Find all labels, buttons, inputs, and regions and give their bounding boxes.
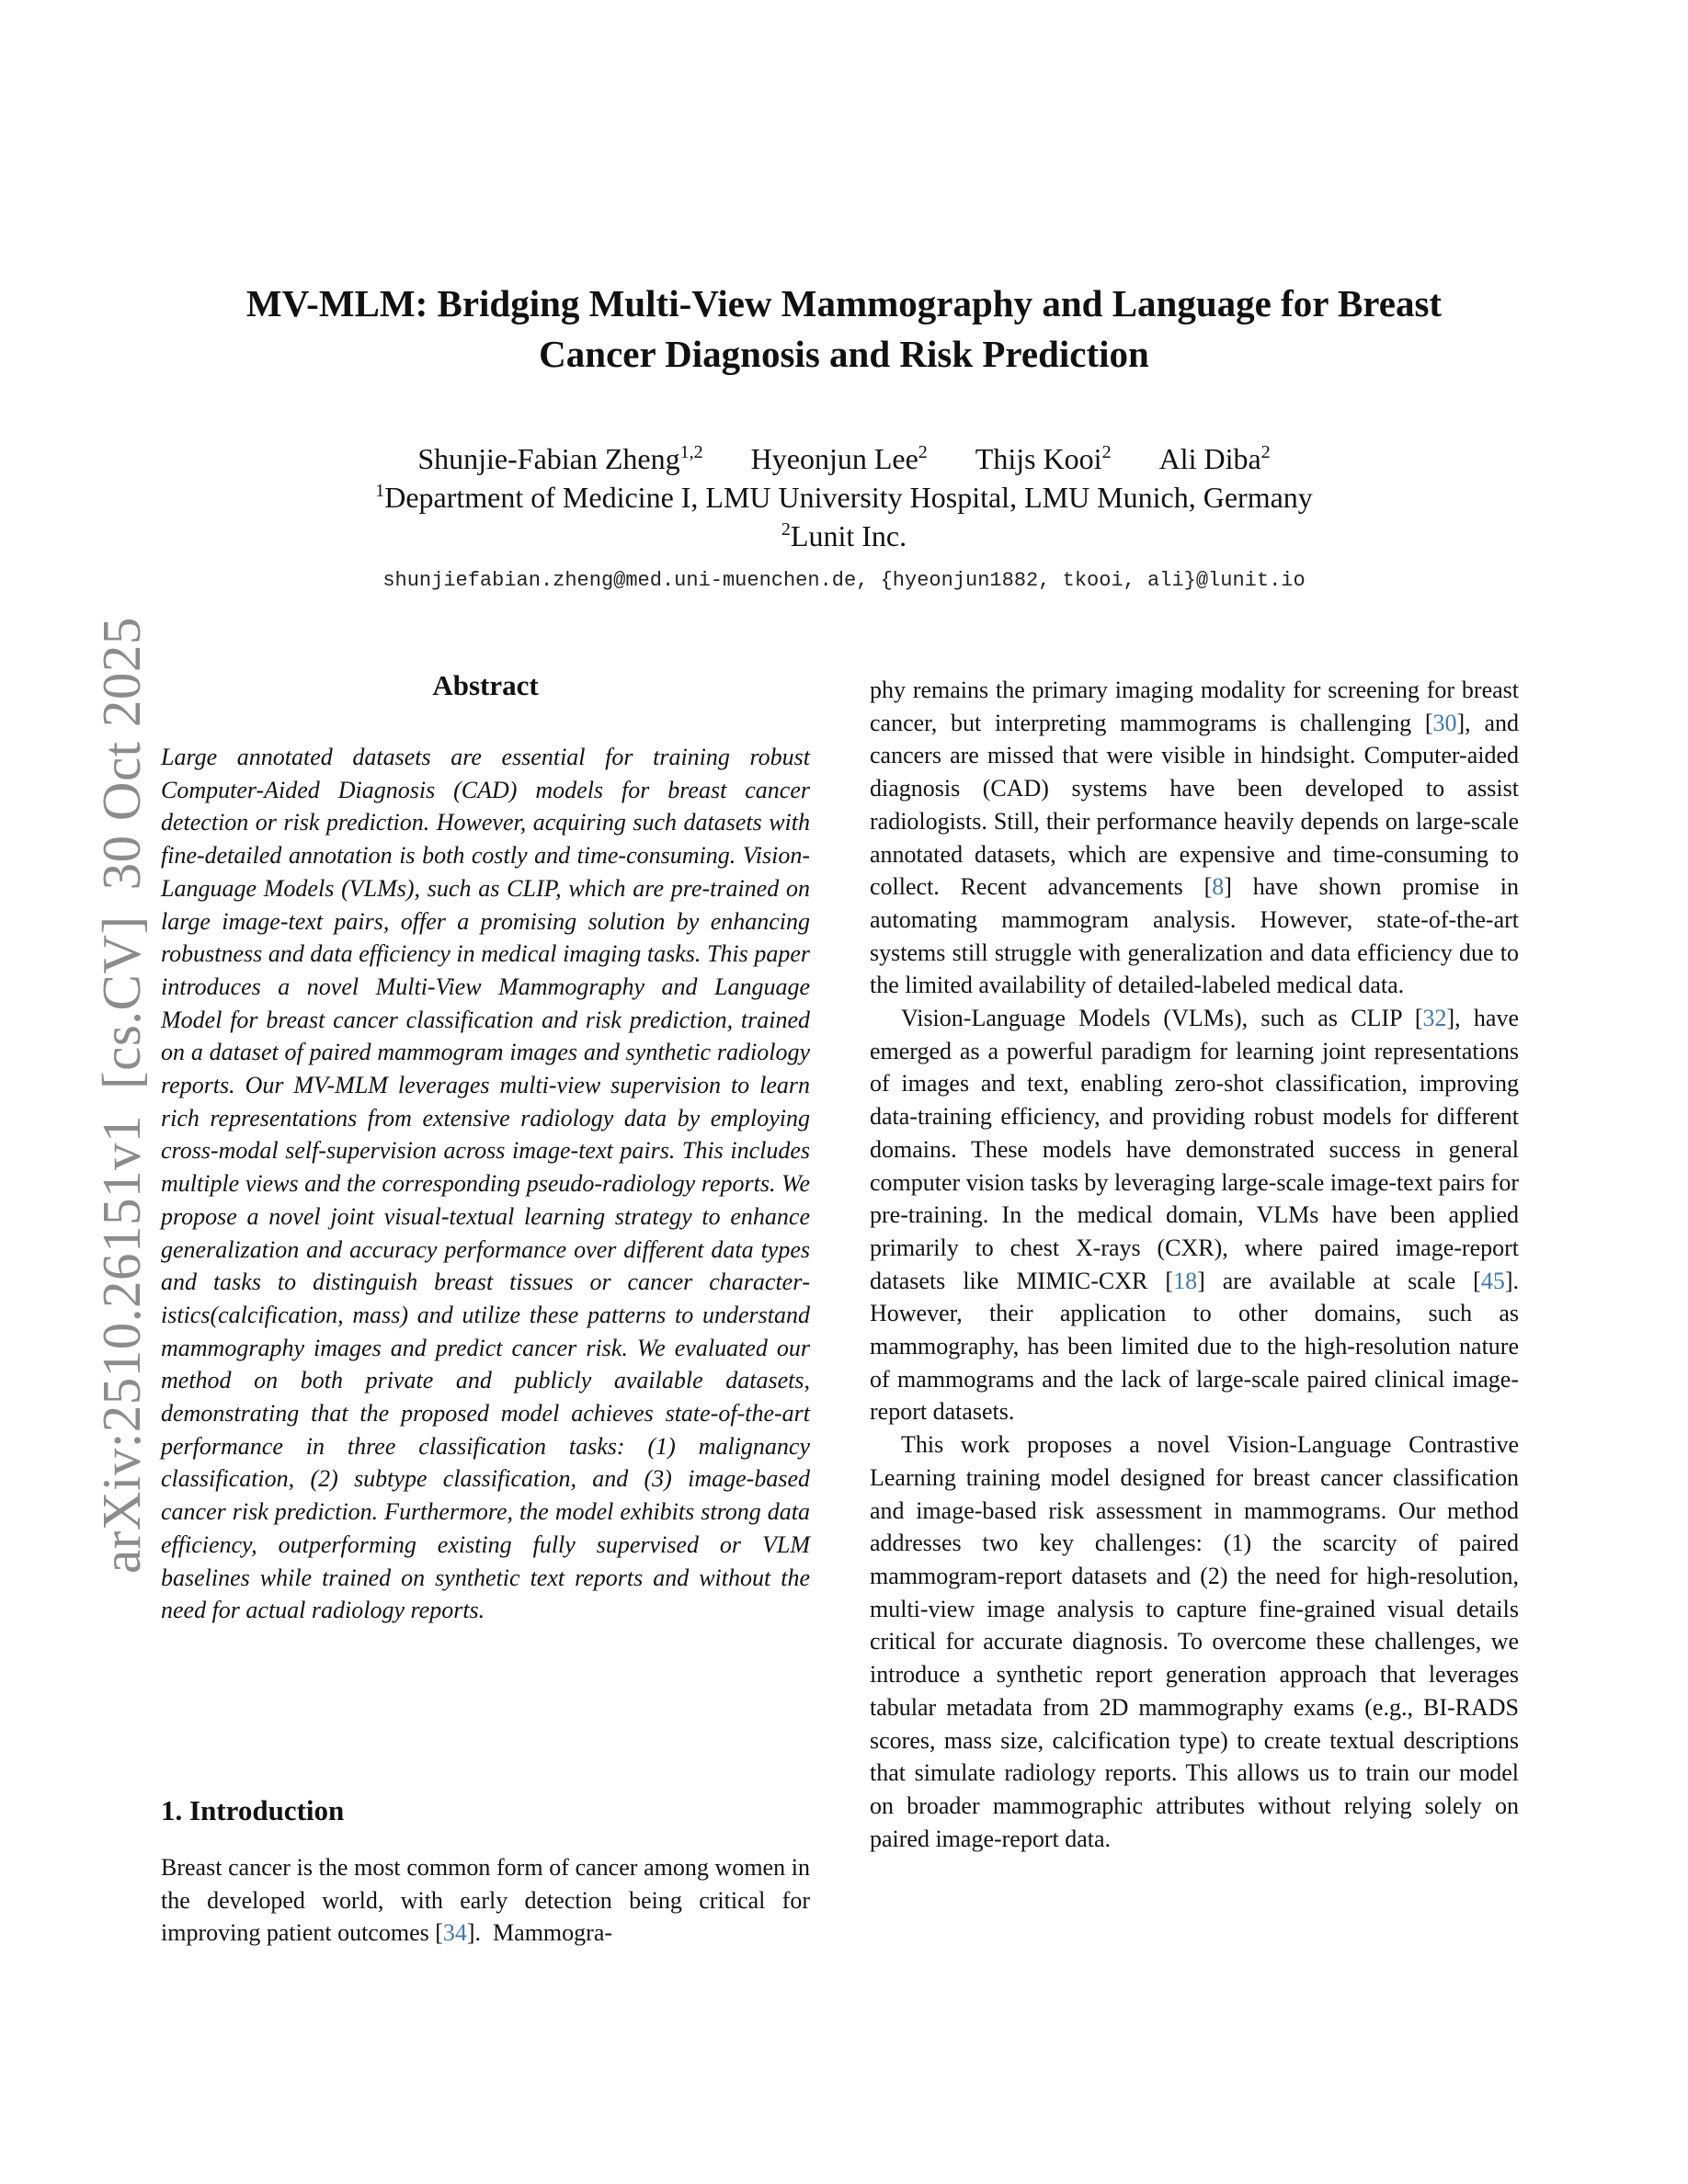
citation-link[interactable]: 8 bbox=[1212, 873, 1225, 901]
affiliation: $^1$Department of Medicine I, LMU University Hospital, LMU Munich, Germany bbox=[375, 481, 1313, 514]
abstract-body bbox=[161, 741, 810, 1627]
title-line-1: MV-MLM: Bridging Multi-View Mammography and Language for Breast bbox=[245, 282, 1443, 324]
intro-paragraph-3: This work proposes a novel Vision-Language Contrastive Learning training model designed for breast cancer classification and image-based risk assessment in mammograms. Our method addresses two key challenges: (1) the scarcity of paired mammogram-report datasets and (2) the need for high-resolution, multi-view image analysis to capture fine-grained visual details critical for accurate diagnosis. To overcome these challenges, we introduce a synthetic report generation approach that leverages tabular metadata from 2D mammography exams (e.g., BI-RADS scores, mass size, calcification type) to create textual descriptions that simulate radiology reports. This allows us to train our model on broader mammographic attributes without relying solely on paired image-report data. bbox=[870, 1431, 1519, 1852]
author: Shunjie-Fabian Zheng$^{1,2}$ bbox=[417, 442, 703, 475]
introduction-body-left bbox=[161, 1851, 810, 1950]
abstract-text: Large annotated datasets are essential for training robust Computer-Aided Diagnosis (CAD) models for breast cancer detection or risk prediction. However, acquiring such datasets with fine-detailed annotation is both costly and time-consuming. Vision-Language Models (VLMs), such as CLIP, which are pre-trained on large image-text pairs, offer a promising solution by enhancing robustness and data efficiency in medical imaging tasks. This paper introduces a novel Multi-View Mammography and Language Model for breast cancer classification and risk prediction, trained on a dataset of paired mammogram images and synthetic radiology reports. Our MV-MLM leverages multi-view supervision to learn rich representations from extensive radiology data by employing cross-modal self-supervision across image-text pairs. This includes multiple views and the corresponding pseudo-radiology reports. We propose a novel joint visual-textual learning strategy to enhance generalization and accuracy performance over different data types and tasks to distinguish breast tissues or cancer characteristics(calcification, mass) and utilize these patterns to understand mammography images and predict cancer risk. We evaluated our method on both private and publicly available datasets, demonstrating that the proposed model achieves state-of-the-art performance in three classification tasks: (1) malignancy classification, (2) subtype classification, and (3) image-based cancer risk prediction. Furthermore, the model exhibits strong data efficiency, outperforming existing fully supervised or VLM baselines while trained on synthetic text reports and without the need for actual radiology reports. bbox=[161, 744, 810, 1624]
citation-link[interactable]: 32 bbox=[1422, 1005, 1447, 1032]
arxiv-date: 30 Oct 2025 bbox=[91, 617, 152, 891]
intro-continuation-marker: ]. Mammogra- bbox=[466, 1919, 613, 1947]
arxiv-identifier-stamp bbox=[90, 617, 154, 1574]
arxiv-category: [cs.CV] bbox=[91, 916, 152, 1090]
arxiv-id: arXiv:2510.26151v1 bbox=[91, 1115, 152, 1574]
paper-title bbox=[184, 279, 1504, 380]
citation-link[interactable]: 34 bbox=[442, 1919, 467, 1947]
intro-paragraph-1-start: Breast cancer is the most common form of cancer among women in the developed world, with early detection being critical for improving patient outcomes [34]. Mammogra- bbox=[161, 1854, 810, 1947]
section-heading-introduction: 1. Introduction bbox=[161, 1794, 345, 1826]
author-list bbox=[184, 439, 1504, 478]
intro-paragraph-1-cont: phy remains the primary imaging modality for screening for breast cancer, but interpreting mammograms is challenging [30], and cancers are missed that were visible in hindsight. Computer-aided diagnosis (CAD) systems have been developed to assist radiologists. Still, their performance heavily depends on large-scale annotated datasets, which are expensive and time-consuming to collect. Recent advancements [8] have shown promise in automating mammogram analysis. However, state-of-the-art systems still struggle with generalization and data efficiency due to the limited availability of detailed-labeled medical data. bbox=[870, 677, 1519, 999]
author: Thijs Kooi$^2$ bbox=[975, 442, 1112, 475]
intro-paragraph-2: Vision-Language Models (VLMs), such as CLIP [32], have emerged as a powerful paradigm for learning joint representations of images and text, enabling zero-shot classification, improving data-training efficiency, and providing robust models for different domains. These models have demonstrated success in general computer vision tasks by leveraging large-scale image-text pairs for pre-training. In the medical domain, VLMs have been applied primarily to chest X-rays (CXR), where paired image-report datasets like MIMIC-CXR [18] are available at scale [45]. However, their application to other domains, such as mammography, has been limited due to the high-resolution nature of mammograms and the lack of large-scale paired clinical image-report datasets. bbox=[870, 1005, 1519, 1426]
introduction-body-right bbox=[870, 674, 1519, 1855]
citation-link[interactable]: 45 bbox=[1480, 1267, 1505, 1294]
author: Ali Diba$^2$ bbox=[1158, 442, 1271, 475]
citation-link[interactable]: 18 bbox=[1173, 1267, 1198, 1294]
title-line-2: Cancer Diagnosis and Risk Prediction bbox=[539, 333, 1149, 375]
abstract-heading: Abstract bbox=[432, 669, 539, 701]
author-emails: shunjiefabian.zheng@med.uni-muenchen.de, {hyeonjun1882, tkooi, ali}@lunit.io bbox=[382, 569, 1306, 592]
affiliation: $^2$Lunit Inc. bbox=[781, 519, 907, 552]
author: Hyeonjun Lee$^2$ bbox=[750, 442, 928, 475]
citation-link[interactable]: 30 bbox=[1432, 709, 1457, 736]
